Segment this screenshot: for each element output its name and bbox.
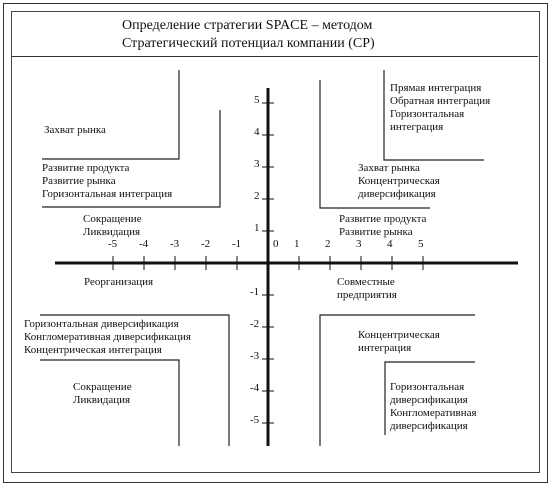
tl-middle-label: Развитие продукта Развитие рынка Горизонтальная интеграция [42, 162, 173, 200]
br-outer-label: Горизонтальная диверсификация Конгломеративная диверсификация [390, 381, 477, 432]
bl-outer-label: Сокращение Ликвидация [73, 381, 132, 406]
br-middle-label: Концентрическая интеграция [358, 329, 440, 354]
tr-middle-label: Захват рынка Концентрическая диверсификация [358, 162, 440, 200]
x-tick-label: 5 [418, 238, 424, 250]
y-tick-label: -1 [250, 286, 260, 298]
bl-middle-label: Горизонтальная диверсификация Конгломеративная диверсификация Концентрическая интеграция [24, 318, 191, 356]
x-tick-label: 3 [356, 238, 362, 250]
x-tick-label: -3 [170, 238, 180, 250]
x-tick-label: 0 [273, 238, 279, 250]
y-tick-label: -3 [250, 350, 260, 362]
y-tick-label: -2 [250, 318, 260, 330]
tl-inner-label: Сокращение Ликвидация [83, 213, 142, 238]
tr-inner-label: Развитие продукта Развитие рынка [339, 213, 427, 238]
x-tick-label: 1 [294, 238, 300, 250]
y-tick-label: 4 [254, 126, 260, 138]
x-tick-label: -2 [201, 238, 211, 250]
tl-outer-label: Захват рынка [44, 124, 106, 136]
y-tick-label: -4 [250, 382, 260, 394]
x-tick-label: 2 [325, 238, 331, 250]
tr-outer-label: Прямая интеграция Обратная интеграция Горизонтальная интеграция [390, 82, 491, 133]
br-inner-label: Совместные предприятия [337, 276, 397, 301]
y-tick-label: 3 [254, 158, 260, 170]
x-tick-label: -4 [139, 238, 149, 250]
diagram-subtitle: Стратегический потенциал компании (СР) [122, 36, 375, 51]
y-tick-label: 5 [254, 94, 260, 106]
bl-inner-label: Реорганизация [84, 276, 154, 288]
y-tick-label: 1 [254, 222, 260, 234]
x-tick-label: -5 [108, 238, 118, 250]
x-tick-label: 4 [387, 238, 393, 250]
diagram-title: Определение стратегии SPACE – методом [122, 18, 373, 33]
y-tick-label: 2 [254, 190, 260, 202]
y-tick-label: -5 [250, 414, 260, 426]
x-tick-label: -1 [232, 238, 242, 250]
